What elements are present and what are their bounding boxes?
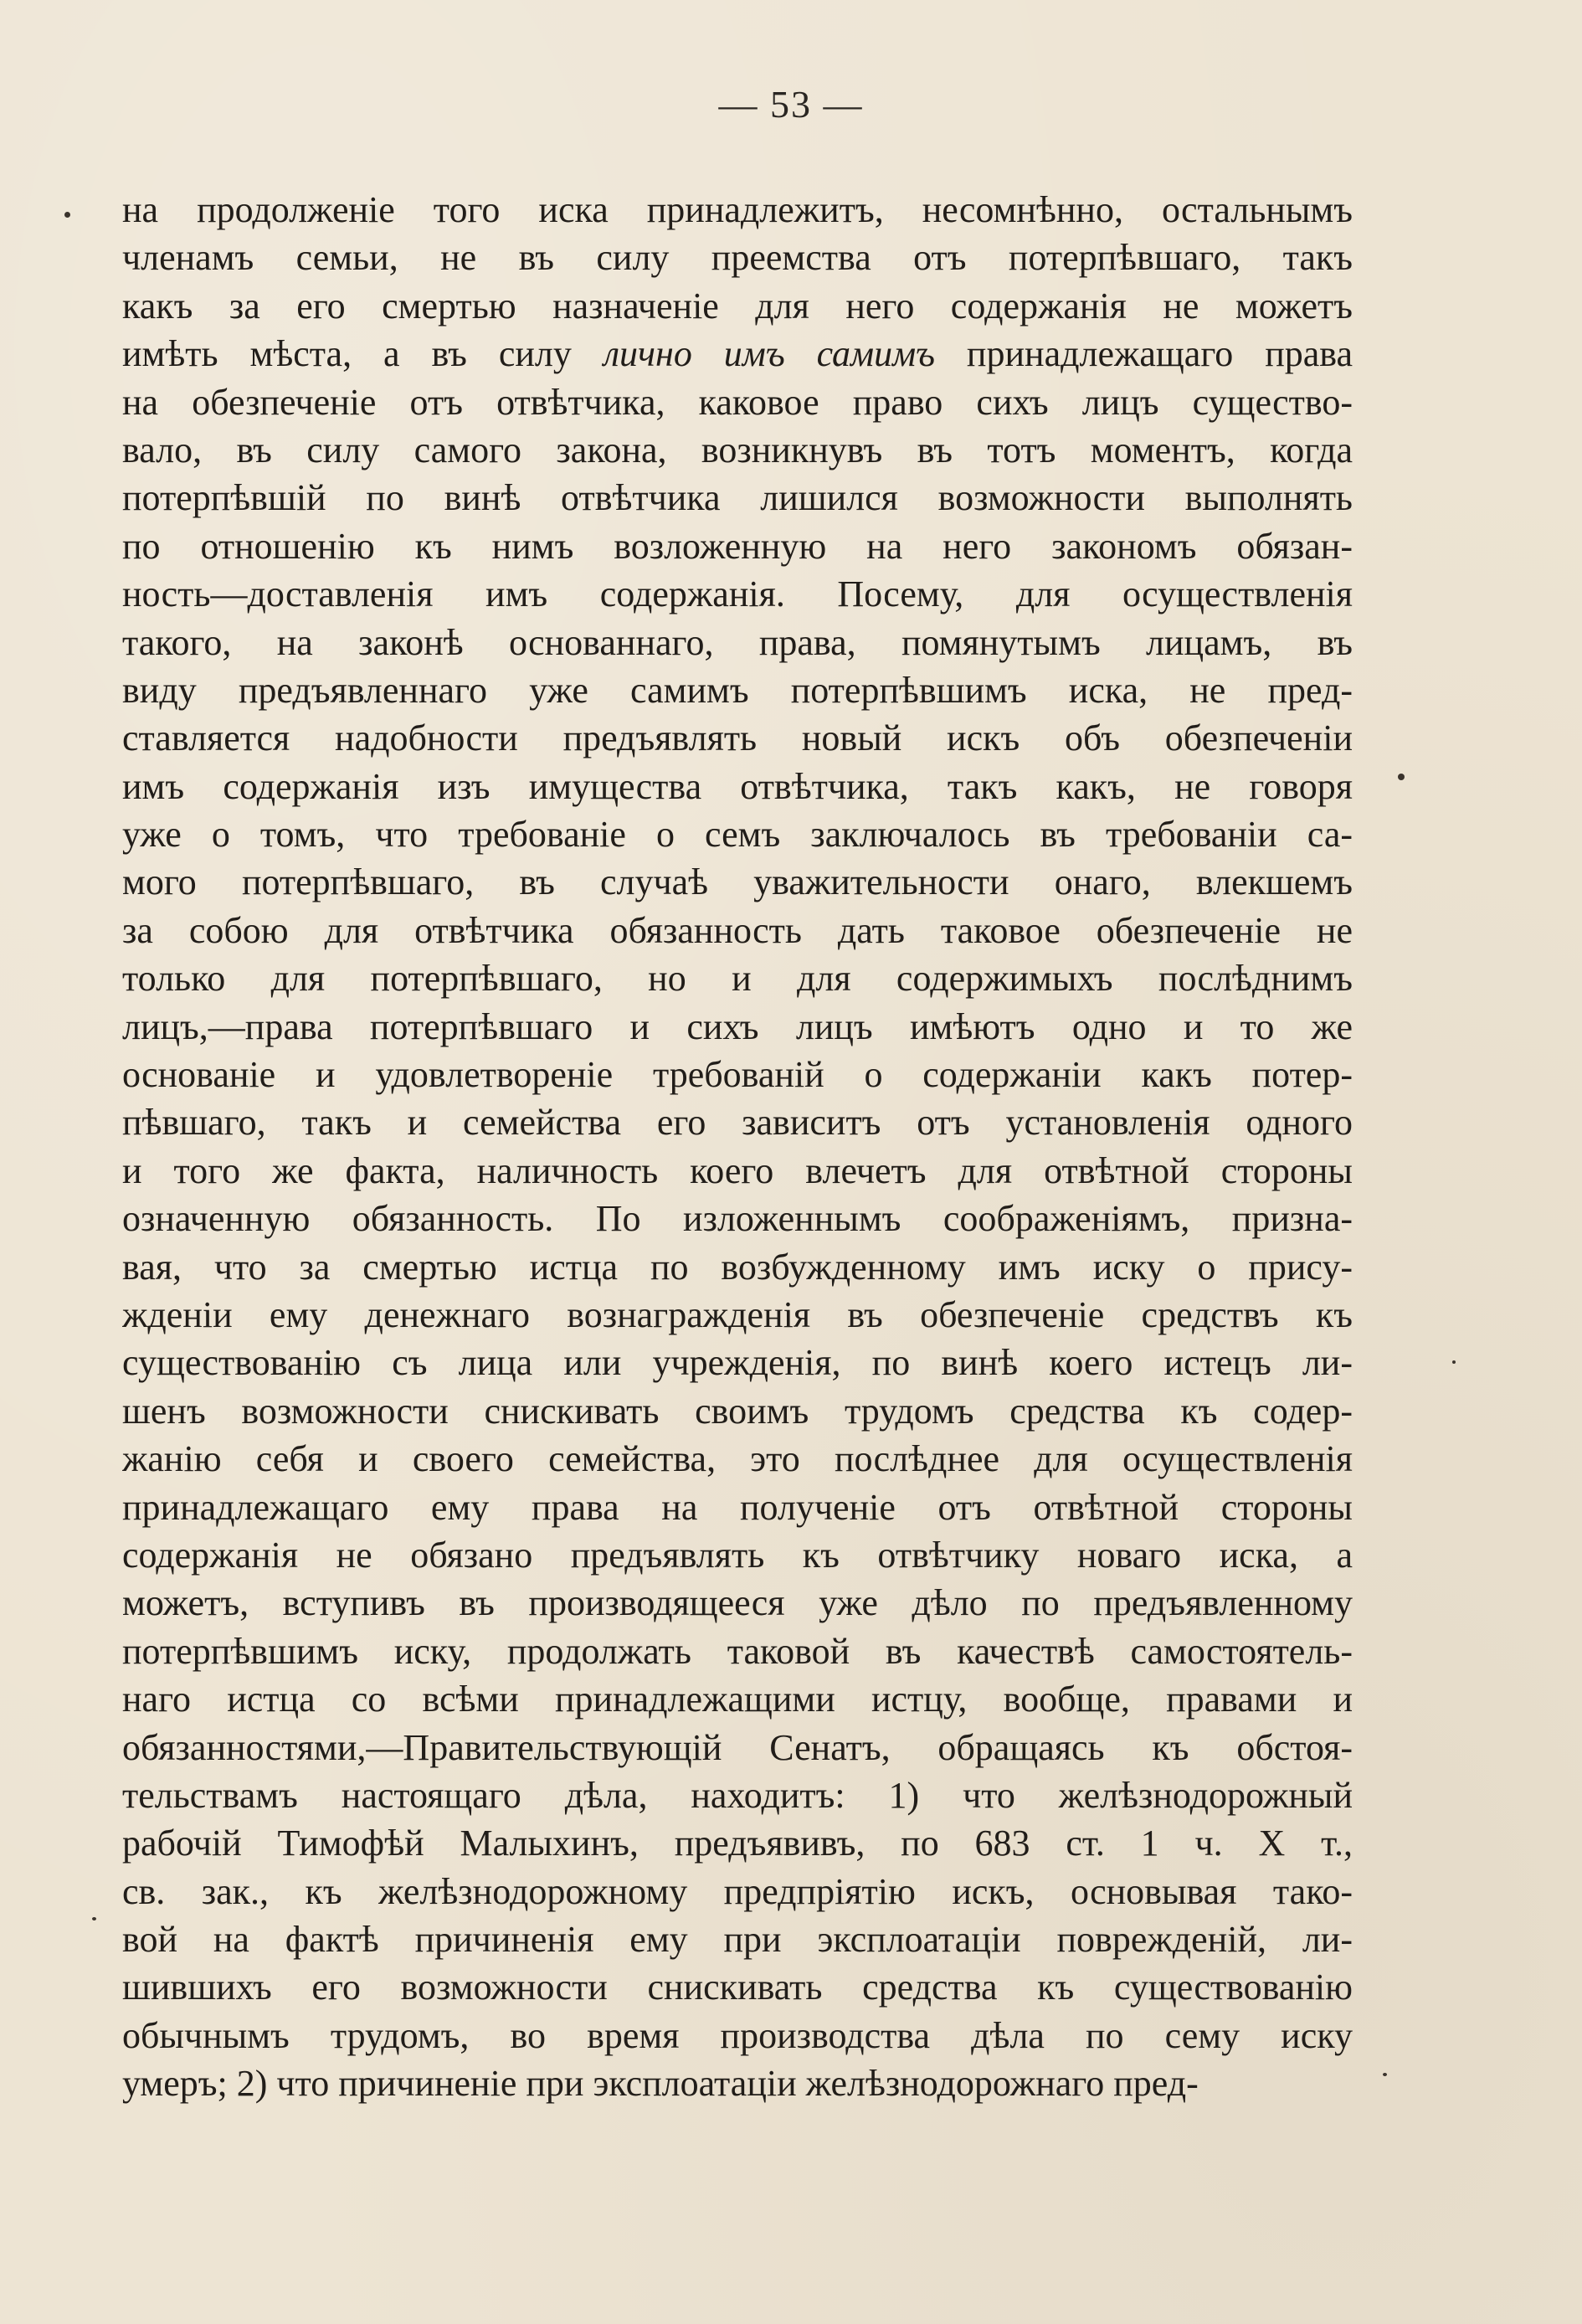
text-line: ставляется надобности предъявлять новый искъ объ обезпеченіи <box>122 717 1353 759</box>
text-line: только для потерпѣвшаго, но и для содержимыхъ послѣднимъ <box>122 958 1353 1000</box>
text-line: вой на фактѣ причиненія ему при эксплоатаціи поврежденій, ли- <box>122 1919 1353 1961</box>
text-line: наго истца со всѣми принадлежащими истцу, вообще, правами и <box>122 1679 1353 1720</box>
text-line: существованію съ лица или учрежденія, по винѣ коего истецъ ли- <box>122 1342 1353 1384</box>
scan-speck <box>1452 1360 1456 1364</box>
text-line-head: имѣть мѣста, а въ силу <box>122 333 604 375</box>
text-line: вая, что за смертью истца по возбужденному имъ иску о прису- <box>122 1246 1353 1288</box>
text-line: потерпѣвшимъ иску, продолжать таковой въ качествѣ самостоятель- <box>122 1630 1353 1672</box>
text-line: уже о томъ, что требованіе о семъ заключалось въ требованіи са- <box>122 814 1353 856</box>
text-line: мого потерпѣвшаго, въ случаѣ уважительности онаго, влекшемъ <box>122 861 1353 903</box>
text-line: жанію себя и своего семейства, это послѣднее для осуществленія <box>122 1438 1353 1480</box>
text-line: шившихъ его возможности снискивать средства къ существованію <box>122 1967 1353 2008</box>
text-line: можетъ, вступивъ въ производящееся уже дѣло по предъявленному <box>122 1582 1353 1624</box>
scan-speck <box>92 1917 96 1920</box>
page-number: — 53 — <box>718 83 864 126</box>
text-line: пѣвшаго, такъ и семейства его зависитъ отъ установленія одного <box>122 1102 1353 1144</box>
text-line: по отношенію къ нимъ возложенную на него закономъ обязан- <box>122 525 1353 567</box>
scan-speck <box>64 212 70 218</box>
text-line: имъ содержанія изъ имущества отвѣтчика, такъ какъ, не говоря <box>122 765 1353 807</box>
text-line: лицъ,—права потерпѣвшаго и сихъ лицъ имѣютъ одно и то же <box>122 1005 1353 1047</box>
text-line: на продолженіе того иска принадлежитъ, несомнѣнно, остальнымъ <box>122 189 1353 230</box>
text-line: обычнымъ трудомъ, во время производства дѣла по сему иску <box>122 2014 1353 2056</box>
text-line: ность—доставленія имъ содержанія. Посему, для осуществленія <box>122 573 1353 615</box>
text-line-tail: принадлежащаго права <box>935 333 1353 375</box>
text-line: основаніе и удовлетвореніе требованій о содержаніи какъ потер- <box>122 1054 1353 1096</box>
text-line: принадлежащаго ему права на полученіе отъ отвѣтной стороны <box>122 1486 1353 1528</box>
text-line: обязанностями,—Правительствующій Сенатъ, обращаясь къ обстоя- <box>122 1726 1353 1768</box>
text-line: членамъ семьи, не въ силу преемства отъ потерпѣвшаго, такъ <box>122 237 1353 279</box>
scan-speck <box>1398 774 1405 780</box>
text-line: за собою для отвѣтчика обязанность дать таковое обезпеченіе не <box>122 909 1353 951</box>
text-line: и того же факта, наличность коего влечетъ для отвѣтной стороны <box>122 1149 1353 1191</box>
text-line: потерпѣвшій по винѣ отвѣтчика лишился возможности выполнять <box>122 477 1353 519</box>
text-line: св. зак., къ желѣзнодорожному предпріятію искъ, основывая тако- <box>122 1870 1353 1912</box>
text-line: тельствамъ настоящаго дѣла, находитъ: 1) что желѣзнодорожный <box>122 1774 1353 1816</box>
text-line-with-italic <box>122 330 1353 378</box>
text-line: означенную обязанность. По изложеннымъ соображеніямъ, призна- <box>122 1198 1353 1240</box>
text-line: умеръ; 2) что причиненіе при эксплоатаціи желѣзнодорожнаго пред- <box>122 2063 1199 2105</box>
body-text <box>122 186 1353 2108</box>
text-line: содержанія не обязано предъявлять къ отвѣтчику новаго иска, а <box>122 1534 1353 1576</box>
scan-speck <box>1383 2073 1387 2076</box>
text-line: рабочій Тимофѣй Малыхинъ, предъявивъ, по 683 ст. 1 ч. X т., <box>122 1823 1353 1864</box>
text-line: на обезпеченіе отъ отвѣтчика, каковое право сихъ лицъ существо- <box>122 381 1353 423</box>
text-line: жденіи ему денежнаго вознагражденія въ обезпеченіе средствъ къ <box>122 1293 1353 1335</box>
text-line: виду предъявленнаго уже самимъ потерпѣвшимъ иска, не пред- <box>122 669 1353 711</box>
text-line: такого, на законѣ основаннаго, права, помянутымъ лицамъ, въ <box>122 621 1353 663</box>
italic-phrase: лично имъ самимъ <box>603 333 935 375</box>
text-line: шенъ возможности снискивать своимъ трудомъ средства къ содер- <box>122 1390 1353 1432</box>
text-line: какъ за его смертью назначеніе для него содержанія не можетъ <box>122 285 1353 326</box>
text-line: вало, въ силу самого закона, возникнувъ въ тотъ моментъ, когда <box>122 429 1353 470</box>
